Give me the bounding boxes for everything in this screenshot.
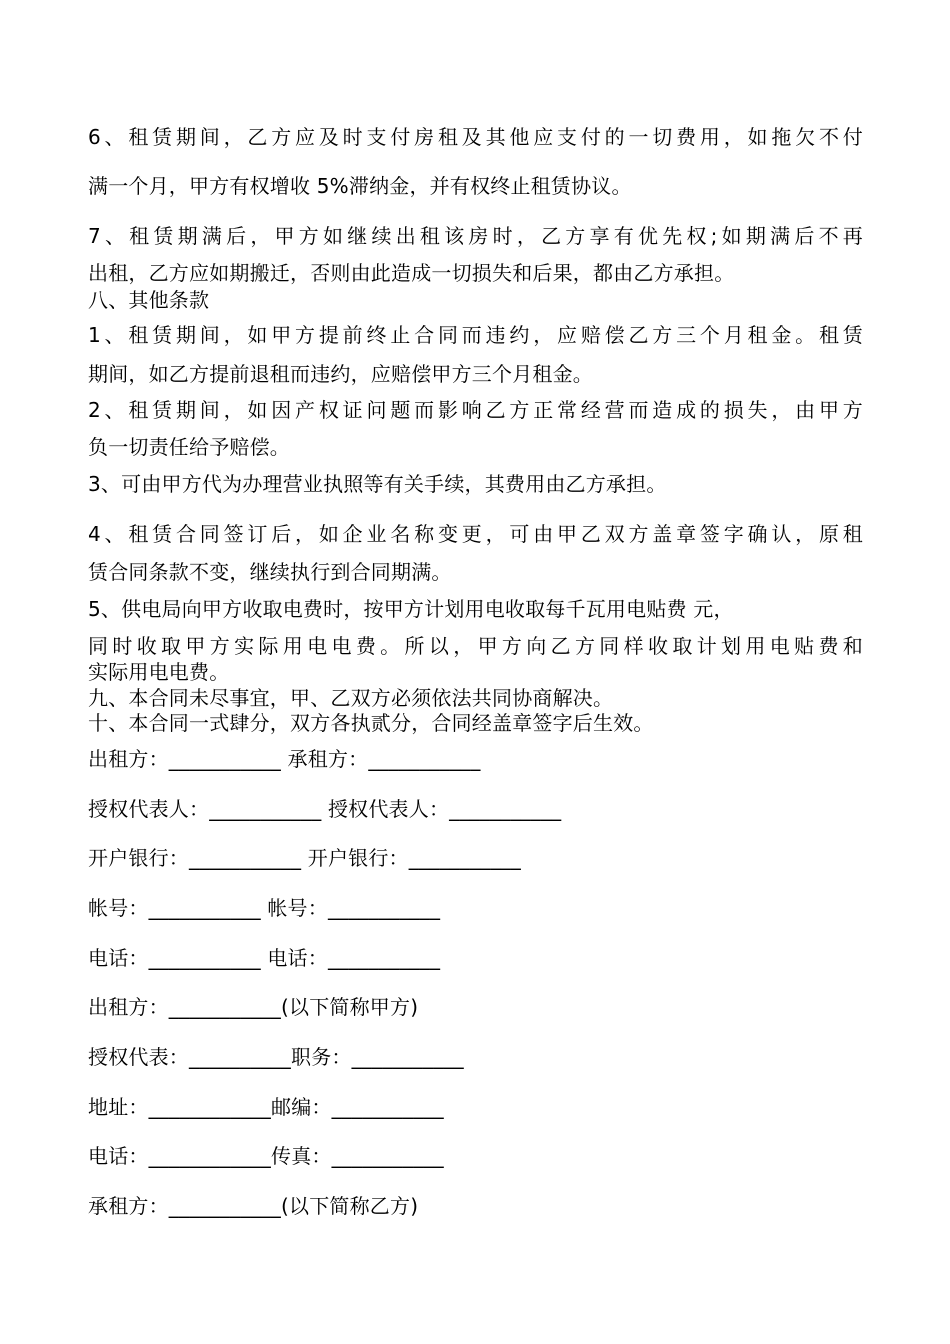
clause-7-line-2: 出租，乙方应如期搬迁，否则由此造成一切损失和后果，都由乙方承担。: [88, 261, 735, 285]
party-b-lessee: 承租方：___________(以下简称乙方): [88, 1194, 419, 1218]
clause-8-4-line-2: 赁合同条款不变，继续执行到合同期满。: [88, 560, 452, 584]
section-8-heading: 八、其他条款: [88, 288, 210, 312]
signature-phone: 电话：___________ 电话：___________: [88, 946, 441, 970]
signature-bank: 开户银行：___________ 开户银行：___________: [88, 846, 521, 870]
clause-8-2-line-2: 负一切责任给予赔偿。: [88, 435, 290, 459]
clause-8-3-line: 3、可由甲方代为办理营业执照等有关手续，其费用由乙方承担。: [88, 472, 667, 496]
party-a-phone-fax: 电话：____________传真：___________: [88, 1144, 444, 1168]
clause-8-5-line-3: 实际用电电费。: [88, 660, 230, 684]
section-10-line: 十、本合同一式肆分，双方各执贰分，合同经盖章签字后生效。: [88, 711, 654, 735]
party-a-lessor: 出租方：___________(以下简称甲方): [88, 995, 419, 1019]
clause-8-4-line-1: 4、租赁合同签订后，如企业名称变更，可由甲乙双方盖章签字确认，原租: [88, 522, 863, 546]
clause-8-1-line-2: 期间，如乙方提前退租而违约，应赔偿甲方三个月租金。: [88, 362, 593, 386]
clause-8-1-line-1: 1、租赁期间，如甲方提前终止合同而违约，应赔偿乙方三个月租金。租赁: [88, 323, 863, 347]
party-a-representative: 授权代表：__________职务：___________: [88, 1045, 464, 1069]
section-9-line: 九、本合同未尽事宜，甲、乙双方必须依法共同协商解决。: [88, 686, 614, 710]
signature-lessor-lessee: 出租方：___________ 承租方：___________: [88, 747, 481, 771]
clause-8-2-line-1: 2、租赁期间，如因产权证问题而影响乙方正常经营而造成的损失，由甲方: [88, 398, 863, 422]
clause-8-5-line-2: 同时收取甲方实际用电电费。所以，甲方向乙方同样收取计划用电贴费和: [88, 634, 863, 658]
clause-8-5-line-1: 5、供电局向甲方收取电费时，按甲方计划用电收取每千瓦用电贴费 元，: [88, 597, 734, 621]
clause-7-line-1: 7、租赁期满后，甲方如继续出租该房时，乙方享有优先权;如期满后不再: [88, 224, 863, 248]
clause-6-line-1: 6、租赁期间，乙方应及时支付房租及其他应支付的一切费用，如拖欠不付: [88, 125, 863, 149]
signature-representative: 授权代表人：___________ 授权代表人：___________: [88, 797, 562, 821]
party-a-address: 地址：____________邮编：___________: [88, 1095, 444, 1119]
clause-6-line-2: 满一个月，甲方有权增收 5%滞纳金，并有权终止租赁协议。: [88, 174, 632, 198]
signature-account: 帐号：___________ 帐号：___________: [88, 896, 441, 920]
